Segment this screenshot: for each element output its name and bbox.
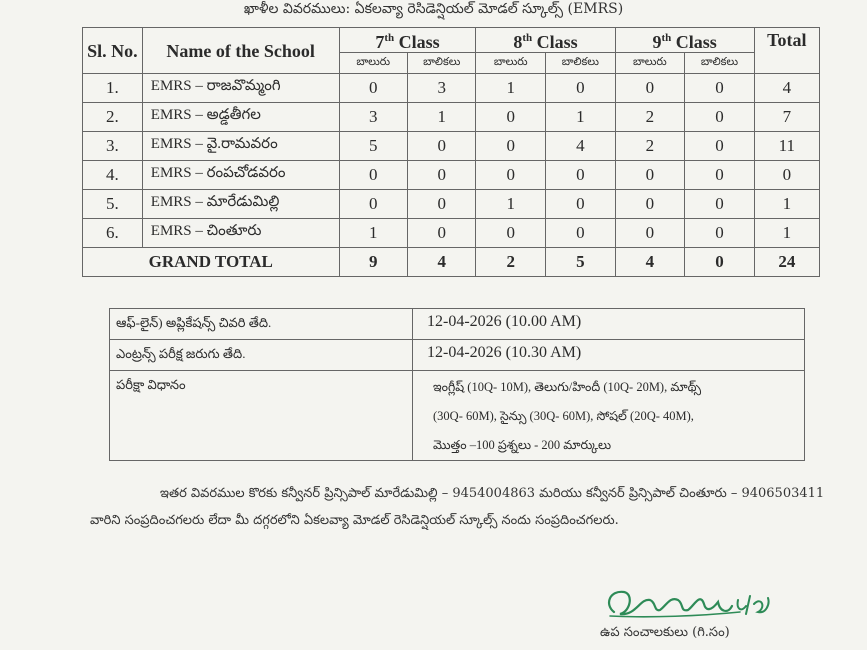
class-9-boys-cell: 0 <box>615 190 685 219</box>
class-8-boys-cell: 0 <box>476 132 546 161</box>
exam-pattern-line: (30Q- 60M), సైన్సు (30Q- 60M), సోషల్ (20Q- 40M), <box>433 409 694 423</box>
row-total-cell: 7 <box>754 103 819 132</box>
class-9-header: 9th Class <box>615 28 754 53</box>
grand-total-8-boys: 2 <box>476 248 546 277</box>
school-name-cell: EMRS – అడ్డతీగల <box>142 103 339 132</box>
table-row <box>83 132 820 161</box>
class-8-boys-cell: 0 <box>476 161 546 190</box>
class-8-boys-cell: 1 <box>476 190 546 219</box>
girls-subheader: బాలికలు <box>408 53 476 74</box>
class-7-boys-cell: 0 <box>339 190 407 219</box>
class-7-girls-cell: 0 <box>408 161 476 190</box>
class-7-boys-cell: 5 <box>339 132 407 161</box>
table-row <box>83 103 820 132</box>
exam-pattern-value <box>413 371 805 461</box>
school-name-cell: EMRS – రంపచోడవరం <box>142 161 339 190</box>
class-8-boys-cell: 1 <box>476 74 546 103</box>
row-total-cell: 11 <box>754 132 819 161</box>
class-8-boys-cell: 0 <box>476 103 546 132</box>
class-9-girls-cell: 0 <box>685 103 755 132</box>
row-total-cell: 1 <box>754 190 819 219</box>
grand-total-row <box>83 248 820 277</box>
class-7-boys-cell: 0 <box>339 74 407 103</box>
row-total-cell: 0 <box>754 161 819 190</box>
sl-no-cell: 1. <box>83 74 143 103</box>
class-9-boys-cell: 0 <box>615 219 685 248</box>
grand-total-7-boys: 9 <box>339 248 407 277</box>
grand-total-cell: 24 <box>754 248 819 277</box>
contact-note: ఇతర వివరముల కొరకు కన్వీనర్ ప్రిన్సిపాల్ మారేడుమిల్లి – 9454004863 మరియు కన్వీనర్ ప్రిన్సిపాల్ చింతూరు – 9406503411 వారిని సంప్రదించగలరు లేదా మీ దగ్గరలోని ఏకలవ్యా మోడల్ రెసిడెన్షియల్ స్కూల్స్ నందు సంప్రదించగలరు. <box>90 486 825 528</box>
class-8-girls-cell: 4 <box>546 132 616 161</box>
school-name-cell: EMRS – వై.రామవరం <box>142 132 339 161</box>
boys-subheader: బాలురు <box>615 53 685 74</box>
school-name-cell: EMRS – చింతూరు <box>142 219 339 248</box>
exam-pattern-label: పరీక్షా విధానం <box>110 371 413 461</box>
table-row <box>83 219 820 248</box>
class-8-girls-cell: 1 <box>546 103 616 132</box>
class-8-girls-cell: 0 <box>546 161 616 190</box>
class-7-boys-cell: 1 <box>339 219 407 248</box>
class-9-boys-cell: 2 <box>615 132 685 161</box>
grand-total-label: GRAND TOTAL <box>83 248 340 277</box>
class-9-girls-cell: 0 <box>685 74 755 103</box>
info-row <box>110 340 805 371</box>
signatory-designation: ఉప సంచాలకులు (గి.సం) <box>600 625 730 640</box>
class-7-girls-cell: 0 <box>408 190 476 219</box>
info-label: ఆఫ్-లైన్) అప్లికేషన్స్ చివరి తేది. <box>110 309 413 340</box>
document-heading: ఖాళీల వివరములు: ఏకలవ్యా రెసిడెన్షియల్ మోడల్ స్కూల్స్ (EMRS) <box>243 1 624 17</box>
grand-total-8-girls: 5 <box>546 248 616 277</box>
exam-pattern-row <box>110 371 805 461</box>
info-value: 12-04-2026 (10.00 AM) <box>413 309 805 340</box>
class-8-girls-cell: 0 <box>546 74 616 103</box>
info-label: ఎంట్రన్స్ పరీక్ష జరుగు తేది. <box>110 340 413 371</box>
class-9-boys-cell: 0 <box>615 74 685 103</box>
sl-no-cell: 3. <box>83 132 143 161</box>
class-7-girls-cell: 1 <box>408 103 476 132</box>
class-9-girls-cell: 0 <box>685 190 755 219</box>
grand-total-7-girls: 4 <box>408 248 476 277</box>
class-8-girls-cell: 0 <box>546 190 616 219</box>
school-name-cell: EMRS – రాజవొమ్మంగి <box>142 74 339 103</box>
signature-date-mark <box>738 596 769 614</box>
class-7-boys-cell: 3 <box>339 103 407 132</box>
school-name-header: Name of the School <box>142 28 339 74</box>
table-row <box>83 190 820 219</box>
table-row <box>83 74 820 103</box>
signature-image <box>600 582 780 626</box>
info-value: 12-04-2026 (10.30 AM) <box>413 340 805 371</box>
total-header: Total <box>754 28 819 74</box>
class-7-header: 7th Class <box>339 28 476 53</box>
class-8-girls-cell: 0 <box>546 219 616 248</box>
boys-subheader: బాలురు <box>339 53 407 74</box>
class-9-girls-cell: 0 <box>685 219 755 248</box>
class-8-header: 8th Class <box>476 28 615 53</box>
class-9-girls-cell: 0 <box>685 132 755 161</box>
sl-no-cell: 2. <box>83 103 143 132</box>
exam-pattern-line: ఇంగ్లీష్ (10Q- 10M), తెలుగు/హిందీ (10Q- 20M), మాథ్స్ <box>433 380 702 394</box>
class-7-girls-cell: 0 <box>408 219 476 248</box>
info-row <box>110 309 805 340</box>
grand-total-9-boys: 4 <box>615 248 685 277</box>
class-7-girls-cell: 0 <box>408 132 476 161</box>
signature-stroke <box>609 592 732 614</box>
exam-pattern-line: మొత్తం –100 ప్రశ్నలు - 200 మార్కులు <box>433 438 612 452</box>
class-9-boys-cell: 0 <box>615 161 685 190</box>
girls-subheader: బాలికలు <box>685 53 755 74</box>
class-9-boys-cell: 2 <box>615 103 685 132</box>
boys-subheader: బాలురు <box>476 53 546 74</box>
class-7-boys-cell: 0 <box>339 161 407 190</box>
sl-no-header: Sl. No. <box>83 28 143 74</box>
row-total-cell: 1 <box>754 219 819 248</box>
row-total-cell: 4 <box>754 74 819 103</box>
exam-info-table <box>109 308 805 461</box>
sl-no-cell: 5. <box>83 190 143 219</box>
vacancy-table <box>82 27 820 277</box>
table-row <box>83 161 820 190</box>
class-8-boys-cell: 0 <box>476 219 546 248</box>
school-name-cell: EMRS – మారేడుమిల్లి <box>142 190 339 219</box>
girls-subheader: బాలికలు <box>546 53 616 74</box>
class-9-girls-cell: 0 <box>685 161 755 190</box>
sl-no-cell: 6. <box>83 219 143 248</box>
class-7-girls-cell: 3 <box>408 74 476 103</box>
sl-no-cell: 4. <box>83 161 143 190</box>
grand-total-9-girls: 0 <box>685 248 755 277</box>
